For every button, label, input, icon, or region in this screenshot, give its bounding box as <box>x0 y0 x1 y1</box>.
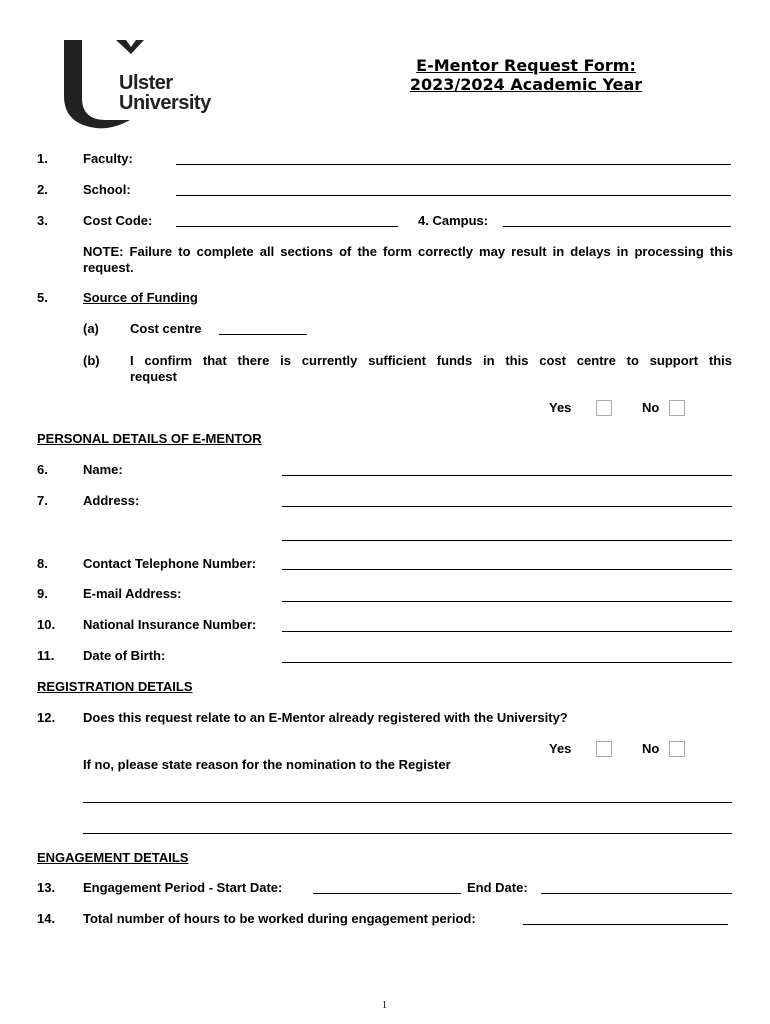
logo-text-university: University <box>119 92 211 114</box>
item-number: 7. <box>37 493 48 508</box>
engagement-details-heading: ENGAGEMENT DETAILS <box>37 850 189 865</box>
item-number: 2. <box>37 182 48 197</box>
address-field-line2[interactable] <box>282 540 732 541</box>
confirm-text-line2: request <box>130 369 177 384</box>
email-field[interactable] <box>282 601 732 602</box>
faculty-field[interactable] <box>176 164 731 165</box>
school-label: School: <box>83 182 131 197</box>
yes-label: Yes <box>549 400 572 415</box>
form-title-line1: E-Mentor Request Form: <box>416 56 636 75</box>
item-number: 14. <box>37 911 56 926</box>
cost-centre-label: Cost centre <box>130 321 202 336</box>
campus-label: 4. Campus: <box>418 213 489 228</box>
name-field[interactable] <box>282 475 732 476</box>
phone-label: Contact Telephone Number: <box>83 556 257 571</box>
registration-details-heading: REGISTRATION DETAILS <box>37 679 193 694</box>
start-date-field[interactable] <box>313 893 461 894</box>
item-number: 1. <box>37 151 48 166</box>
reason-field-line1[interactable] <box>83 802 732 803</box>
campus-field[interactable] <box>503 226 731 227</box>
item-number: 9. <box>37 586 48 601</box>
faculty-label: Faculty: <box>83 151 133 166</box>
form-title-line2: 2023/2024 Academic Year <box>409 75 643 94</box>
item-number: 8. <box>37 556 48 571</box>
sub-item-label: (a) <box>83 321 99 336</box>
ni-field[interactable] <box>282 631 732 632</box>
reason-field-line2[interactable] <box>83 833 732 834</box>
confirm-text-line1: I confirm that there is currently sufficient funds in this cost centre to support this <box>130 353 732 368</box>
no-label: No <box>642 400 660 415</box>
name-label: Name: <box>83 462 123 477</box>
phone-field[interactable] <box>282 569 732 570</box>
end-date-label: End Date: <box>467 880 528 895</box>
address-label: Address: <box>83 493 140 508</box>
item-number: 6. <box>37 462 48 477</box>
address-field-line1[interactable] <box>282 506 732 507</box>
sub-item-label: (b) <box>83 353 100 368</box>
funding-heading: Source of Funding <box>83 290 198 305</box>
end-date-field[interactable] <box>541 893 732 894</box>
logo-text-ulster: Ulster <box>119 72 173 94</box>
item-number: 11. <box>37 648 55 663</box>
registered-no-checkbox[interactable] <box>669 741 685 757</box>
note-text: NOTE: Failure to complete all sections of the form correctly may result in delays in processing this request. <box>83 244 733 275</box>
form-title <box>392 56 660 94</box>
ni-label: National Insurance Number: <box>83 617 257 632</box>
registered-yes-checkbox[interactable] <box>596 741 612 757</box>
item-number: 3. <box>37 213 48 228</box>
cost-centre-field[interactable] <box>219 334 307 335</box>
cost-code-field[interactable] <box>176 226 398 227</box>
funding-no-checkbox[interactable] <box>669 400 685 416</box>
funding-yes-checkbox[interactable] <box>596 400 612 416</box>
yes-label: Yes <box>549 741 572 756</box>
item-number: 5. <box>37 290 48 305</box>
email-label: E-mail Address: <box>83 586 182 601</box>
item-number: 12. <box>37 710 56 725</box>
personal-details-heading: PERSONAL DETAILS OF E-MENTOR <box>37 431 262 446</box>
start-date-label: Engagement Period - Start Date: <box>83 880 283 895</box>
reason-label: If no, please state reason for the nomination to the Register <box>83 757 451 772</box>
dob-field[interactable] <box>282 662 732 663</box>
item-number: 10. <box>37 617 56 632</box>
page-number: 1 <box>382 1000 387 1011</box>
hours-label: Total number of hours to be worked during engagement period: <box>83 911 476 926</box>
cost-code-label: Cost Code: <box>83 213 153 228</box>
registered-question: Does this request relate to an E-Mentor already registered with the University? <box>83 710 568 725</box>
school-field[interactable] <box>176 195 731 196</box>
hours-field[interactable] <box>523 924 728 925</box>
no-label: No <box>642 741 660 756</box>
item-number: 13. <box>37 880 56 895</box>
dob-label: Date of Birth: <box>83 648 166 663</box>
